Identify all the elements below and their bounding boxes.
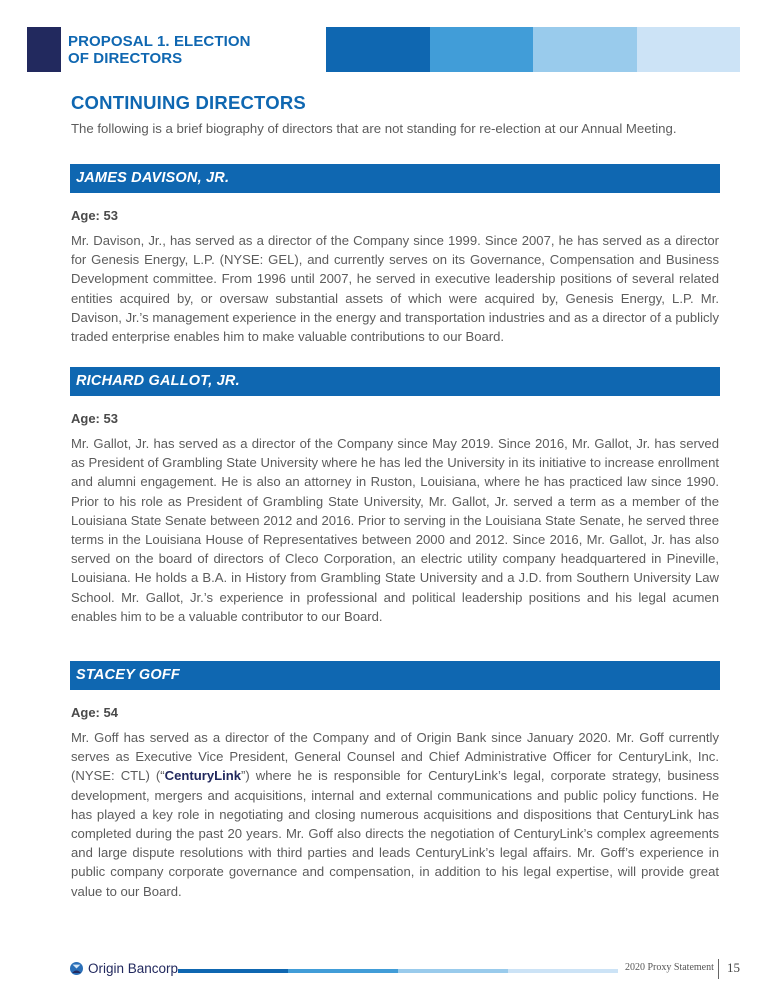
header-color-bars: [326, 27, 740, 72]
section-label: [68, 33, 251, 67]
page-title: CONTINUING DIRECTORS: [71, 92, 306, 113]
footer-bar-2: [288, 969, 398, 973]
footer-logo: [70, 961, 178, 976]
footer-color-bars: [178, 969, 618, 973]
section-label-line2: OF DIRECTORS: [68, 50, 183, 67]
header-bar-1: [326, 27, 430, 72]
director-davison: [70, 164, 720, 346]
footer-bar-1: [178, 969, 288, 973]
document-title: 2020 Proxy Statement: [625, 962, 714, 973]
bio-text-start: Mr. Goff has served as a director of the Company and of Origin Bank since January 2020. Mr. Goff currently serves as Executive Vice President, General Counsel and Chief Administrative Officer for CenturyLink, Inc. (NYSE: CTL) (“: [71, 730, 719, 784]
director-gallot: [70, 367, 720, 626]
bio-text-end: ”) where he is responsible for CenturyLink’s legal, corporate strategy, business development, mergers and acquisitions, internal and external communications and public policy functions. He has played a key role in negotiating and closing numerous acquisitions and dispositions that CenturyLink has completed during the past 20 years. Mr. Goff also directs the negotiation of CenturyLink’s complex agreements and large dispute resolutions with third parties and leads CenturyLink’s legal affairs. Mr. Goff’s experience in public company corporate governance and compensation, in addition to his legal expertise, will provide great value to our Board.: [71, 768, 720, 899]
header-bar-4: [637, 27, 741, 72]
intro-text: The following is a brief biography of directors that are not standing for re-election at our Annual Meeting.: [71, 121, 677, 136]
footer-bar-4: [508, 969, 618, 973]
director-name-bar: RICHARD GALLOT, JR.: [70, 367, 720, 396]
defined-term-centurylink: CenturyLink: [164, 768, 242, 784]
header-bar-2: [430, 27, 534, 72]
origin-bancorp-logo-icon: [70, 962, 83, 975]
director-bio: Mr. Davison, Jr., has served as a director of the Company since 1999. Since 2007, he has served as a director for Genesis Energy, L.P. (NYSE: GEL), and currently serves on its Governance, Compensation and Business Development committee. From 1996 until 2007, he served in executive leadership positions of several related entities acquired by, or oversaw substantial assets of which were acquired by, Genesis Energy, L.P. Mr. Davison, Jr.’s management experience in the energy and transportation industries and as a director of a publicly traded enterprise enables him to make valuable contributions to our Board.: [71, 233, 719, 345]
director-age: Age: 53: [71, 208, 118, 223]
director-name-bar: JAMES DAVISON, JR.: [70, 164, 720, 193]
director-age: Age: 54: [71, 705, 118, 720]
director-bio: [71, 728, 719, 901]
company-name: Origin Bancorp: [88, 961, 179, 976]
director-name-bar: STACEY GOFF: [70, 661, 720, 690]
section-marker: [27, 27, 61, 72]
footer-bar-3: [398, 969, 508, 973]
director-goff: [70, 661, 720, 901]
page-number: 15: [727, 960, 740, 975]
footer-divider: [718, 959, 719, 979]
header-bar-3: [533, 27, 637, 72]
director-bio: Mr. Gallot, Jr. has served as a director of the Company since May 2019. Since 2016, Mr. Gallot, Jr. has served as President of Grambling State University where he has led the University in its initiative to increase enrollment and alumni engagement. He is also an attorney in Ruston, Louisiana, where he has practiced law since 1990. Prior to his role as President of Grambling State University, Mr. Gallot, Jr. served a term as a member of the Louisiana State Senate between 2012 and 2016. Prior to serving in the Louisiana State Senate, he served three terms in the Louisiana House of Representatives between 2000 and 2012. Since 2016, Mr. Gallot, Jr. has also served on the board of directors of Cleco Corporation, an electric utility company headquartered in Pineville, Louisiana. He holds a B.A. in History from Grambling State University and a J.D. from Southern University Law School. Mr. Gallot, Jr.’s experience in professional and political leadership positions and his legal acumen enables him to be a valuable contributor to our Board.: [71, 436, 719, 624]
director-age: Age: 53: [71, 411, 118, 426]
section-label-line1: PROPOSAL 1. ELECTION: [68, 33, 251, 50]
